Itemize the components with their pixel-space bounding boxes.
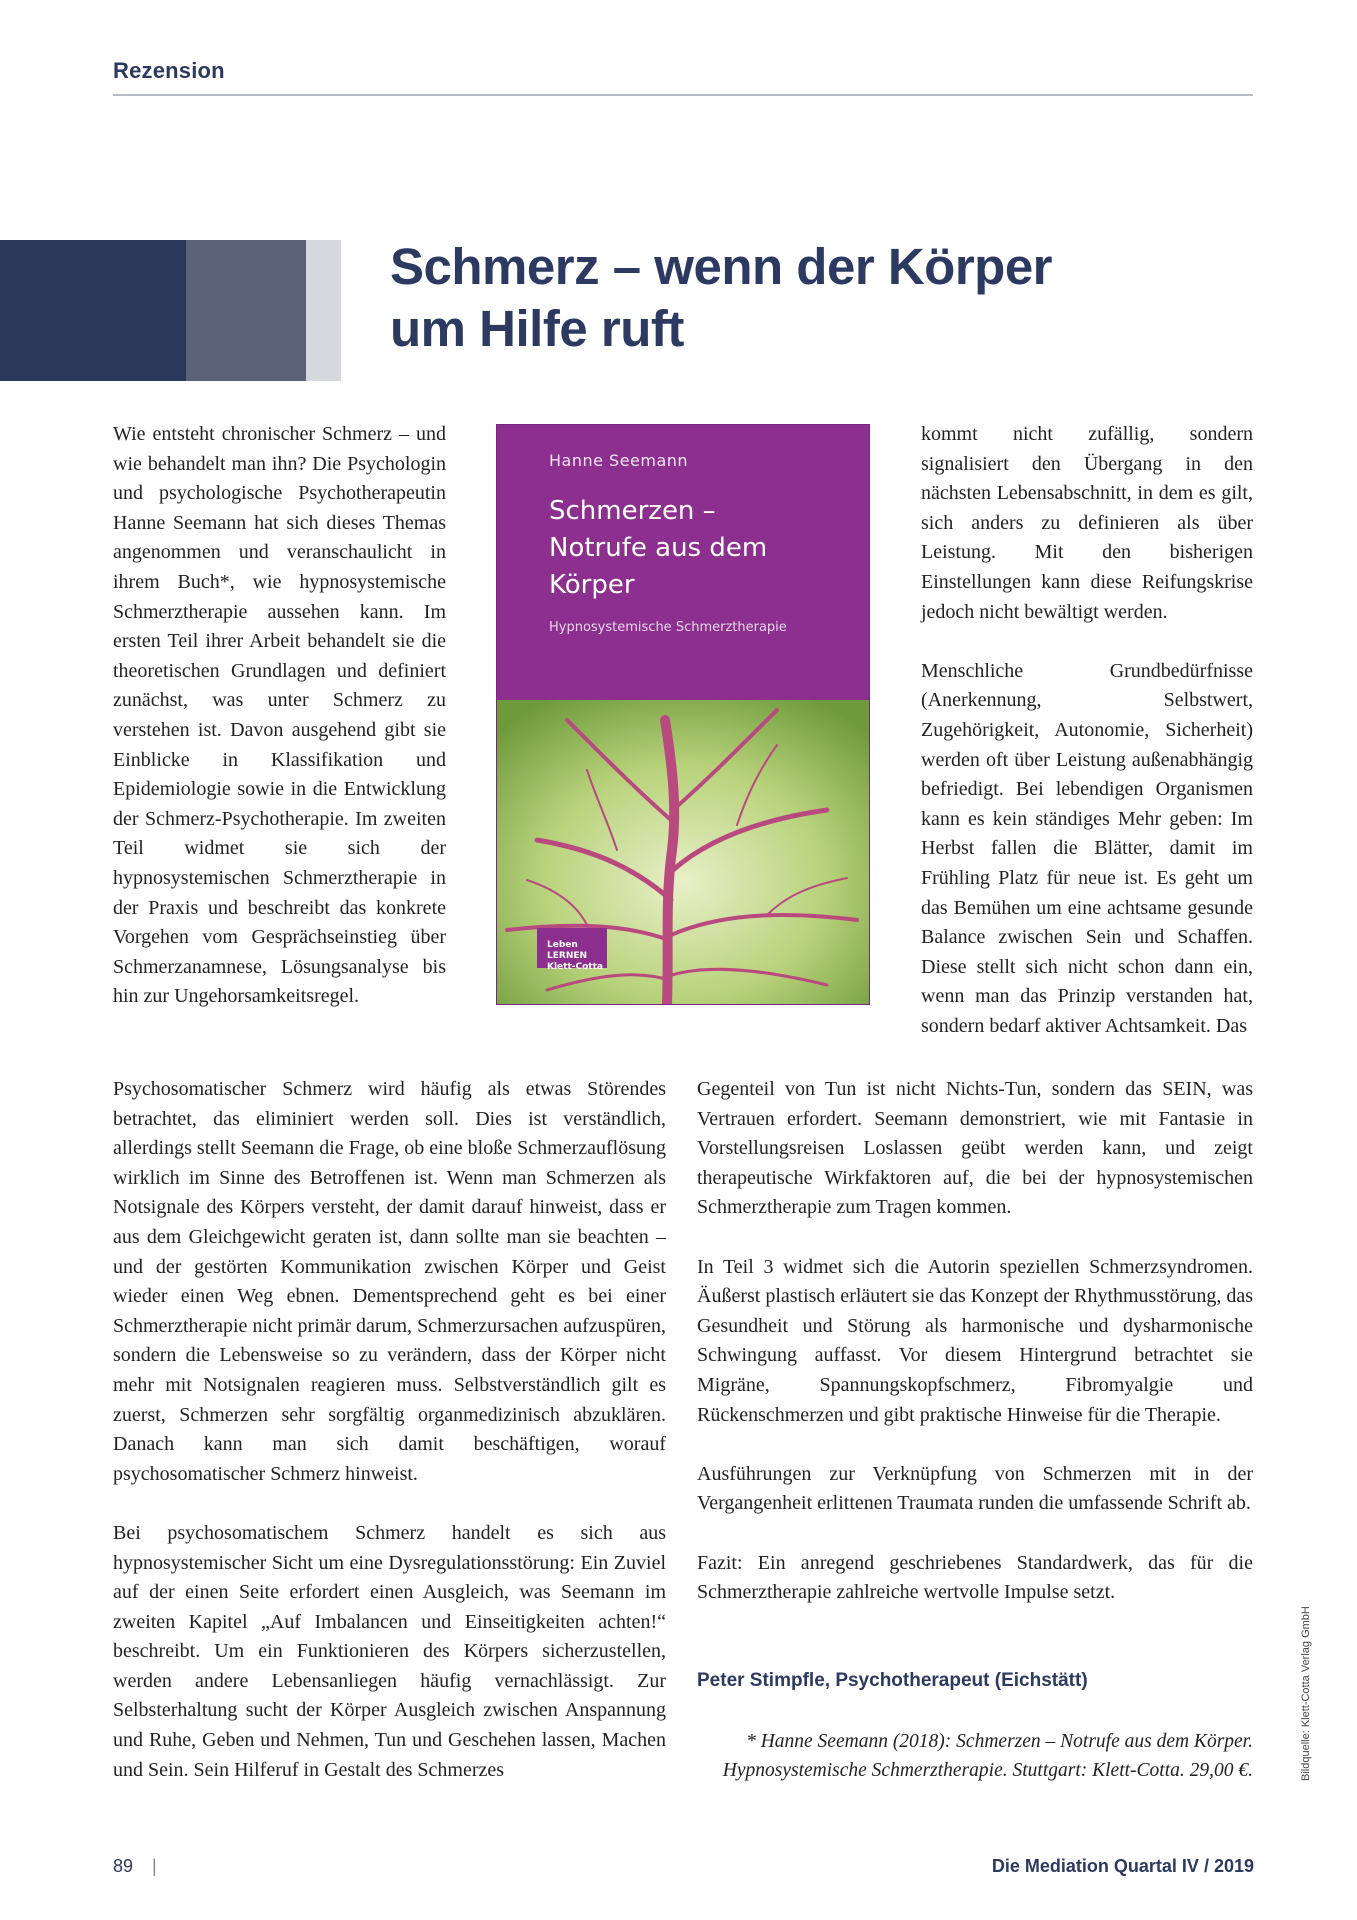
- footnote: [697, 1727, 1253, 1785]
- footer-separator: |: [152, 1856, 157, 1876]
- reviewer-signature: Peter Stimpfle, Psychotherapeut (Eichstätt): [697, 1670, 1088, 1691]
- journal-name: Die Mediation Quartal IV / 2019: [991, 1856, 1254, 1876]
- article-title: [390, 236, 1230, 360]
- column-right-top: [921, 420, 1253, 1041]
- book-cover-title-line-2: Notrufe aus dem: [549, 533, 768, 563]
- publisher-line-3: Klett-Cotta: [547, 962, 603, 972]
- book-cover-title-line-3: Körper: [549, 570, 635, 600]
- book-cover: [497, 425, 869, 1004]
- article-title-line-2: um Hilfe ruft: [390, 300, 684, 357]
- book-cover-title: [549, 493, 849, 604]
- paragraph: Fazit: Ein anregend geschriebenes Standardwerk, das für die Schmerztherapie zahlreiche wertvolle Impulse setzt.: [697, 1551, 1253, 1604]
- book-cover-title-line-1: Schmerzen –: [549, 496, 716, 526]
- book-cover-subtitle: Hypnosystemische Schmerztherapie: [549, 620, 787, 635]
- paragraph: Wie entsteht chronischer Schmerz – und wie behandelt man ihn? Die Psychologin und psychologische Psychotherapeutin Hanne Seemann hat sich dieses Themas angenommen und veranschaulicht in ihrem Buch*, wie hypnosystemische Schmerztherapie aussehen kann. Im ersten Teil ihrer Arbeit behandelt sie die theoretischen Grundlagen und definiert zunächst, was unter Schmerz zu verstehen ist. Davon ausgehend gibt sie Einblicke in Klassifikation und Epidemiologie sowie in die Entwicklung der Schmerz-Psychotherapie. Im zweiten Teil widmet sie sich der hypnosystemischen Schmerztherapie in der Praxis und beschreibt das konkrete Vorgehen vom Gesprächseinstieg über Schmerzanamnese, Lösungsanalyse bis hin zur Ungehorsamkeitsregel.: [113, 423, 446, 1008]
- footnote-line-1: * Hanne Seemann (2018): Schmerzen – Notrufe aus dem Körper.: [746, 1731, 1253, 1752]
- book-cover-author: Hanne Seemann: [549, 451, 689, 470]
- article-title-line-1: Schmerz – wenn der Körper: [390, 238, 1053, 295]
- paragraph: In Teil 3 widmet sich die Autorin speziellen Schmerzsyndromen. Äußerst plastisch erläutert sie das Konzept der Rhythmusstörung, das Gesundheit und Störung als harmonische und dysharmonische Schwingung auffasst. Vor diesem Hintergrund betrachtet sie Migräne, Spannungskopfschmerz, Fibromyalgie und Rückenschmerzen und gibt praktische Hinweise für die Therapie.: [697, 1255, 1253, 1426]
- column-right-bottom: [697, 1075, 1253, 1608]
- decorative-bar-light: [306, 240, 341, 381]
- decorative-bar-mid: [186, 240, 306, 381]
- book-cover-publisher: [547, 940, 603, 973]
- section-label: Rezension: [113, 58, 225, 83]
- column-left-bottom: [113, 1075, 666, 1785]
- publisher-line-2: LERNEN: [547, 951, 588, 961]
- paragraph: Psychosomatischer Schmerz wird häufig als etwas Störendes betrachtet, das eliminiert werden soll. Dies ist verständlich, allerdings stellt Seemann die Frage, ob eine bloße Schmerzauflösung wirklich im Sinne des Betroffenen ist. Wenn man Schmerzen als Notsignale des Körpers versteht, der damit darauf hinweist, dass er aus dem Gleichgewicht geraten ist, dann sollte man sie beachten – und der gestörten Kommunikation zwischen Körper und Geist wieder einen Weg ebnen. Dementsprechend geht es bei einer Schmerztherapie nicht primär darum, Schmerzursachen aufzuspüren, sondern die Lebensweise so zu verändern, dass der Körper nicht mehr mit Notsignalen reagieren muss. Selbstverständlich gilt es zuerst, Schmerzen sehr sorgfältig organmedizinisch abzuklären. Danach kann man sich damit beschäftigen, worauf psychosomatischer Schmerz hinweist.: [113, 1078, 666, 1485]
- column-left-top: [113, 420, 446, 1012]
- header-divider: [113, 94, 1253, 96]
- paragraph: Gegenteil von Tun ist nicht Nichts-Tun, sondern das SEIN, was Vertrauen erfordert. Seemann demonstriert, wie mit Fantasie in Vorstellungsreisen Loslassen geübt werden kann, und zeigt therapeutische Wirkfaktoren auf, die bei der hypnosystemischen Schmerztherapie zum Tragen kommen.: [697, 1078, 1253, 1219]
- footnote-line-2: Hypnosystemische Schmerztherapie. Stuttgart: Klett-Cotta. 29,00 €.: [722, 1760, 1253, 1781]
- image-credit: Bildquelle: Klett-Cotta Verlag GmbH: [1300, 1606, 1312, 1781]
- paragraph: kommt nicht zufällig, sondern signalisiert den Übergang in den nächsten Lebensabschnitt, in dem es gilt, sich anders zu definieren als über Leistung. Mit den bisherigen Einstellungen kann diese Reifungskrise jedoch nicht bewältigt werden.: [921, 423, 1253, 623]
- paragraph: Ausführungen zur Verknüpfung von Schmerzen mit in der Vergangenheit erlittenen Traumata runden die umfassende Schrift ab.: [697, 1462, 1253, 1515]
- page-number: 89: [113, 1856, 134, 1876]
- paragraph: Bei psychosomatischem Schmerz handelt es sich aus hypnosystemischer Sicht um eine Dysregulationsstörung: Ein Zuviel auf der einen Seite erfordert einen Ausgleich, was Seemann im zweiten Kapitel „Auf Imbalancen und Einseitigkeiten achten!“ beschreibt. Um ein Funktionieren des Körpers sicherzustellen, werden andere Lebensanliegen häufig vernachlässigt. Zur Selbsterhaltung sucht der Körper Ausgleich zwischen Anspannung und Ruhe, Geben und Nehmen, Tun und Geschehen lassen, Machen und Sein. Sein Hilferuf in Gestalt des Schmerzes: [113, 1521, 666, 1781]
- paragraph: Menschliche Grundbedürfnisse (Anerkennung, Selbstwert, Zugehörigkeit, Autonomie, Sicherheit) werden oft über Leistung außenabhängig befriedigt. Bei lebendigen Organismen kann es kein ständiges Mehr geben: Im Herbst fallen die Blätter, damit im Frühling Platz für neue ist. Es geht um das Bemühen um eine achtsame gesunde Balance zwischen Sein und Schaffen. Diese stellt sich nicht schon dann ein, wenn man das Prinzip verstanden hat, sondern bedarf aktiver Achtsamkeit. Das: [921, 659, 1253, 1037]
- publisher-line-1: Leben: [547, 940, 578, 950]
- decorative-bar-dark: [0, 240, 186, 381]
